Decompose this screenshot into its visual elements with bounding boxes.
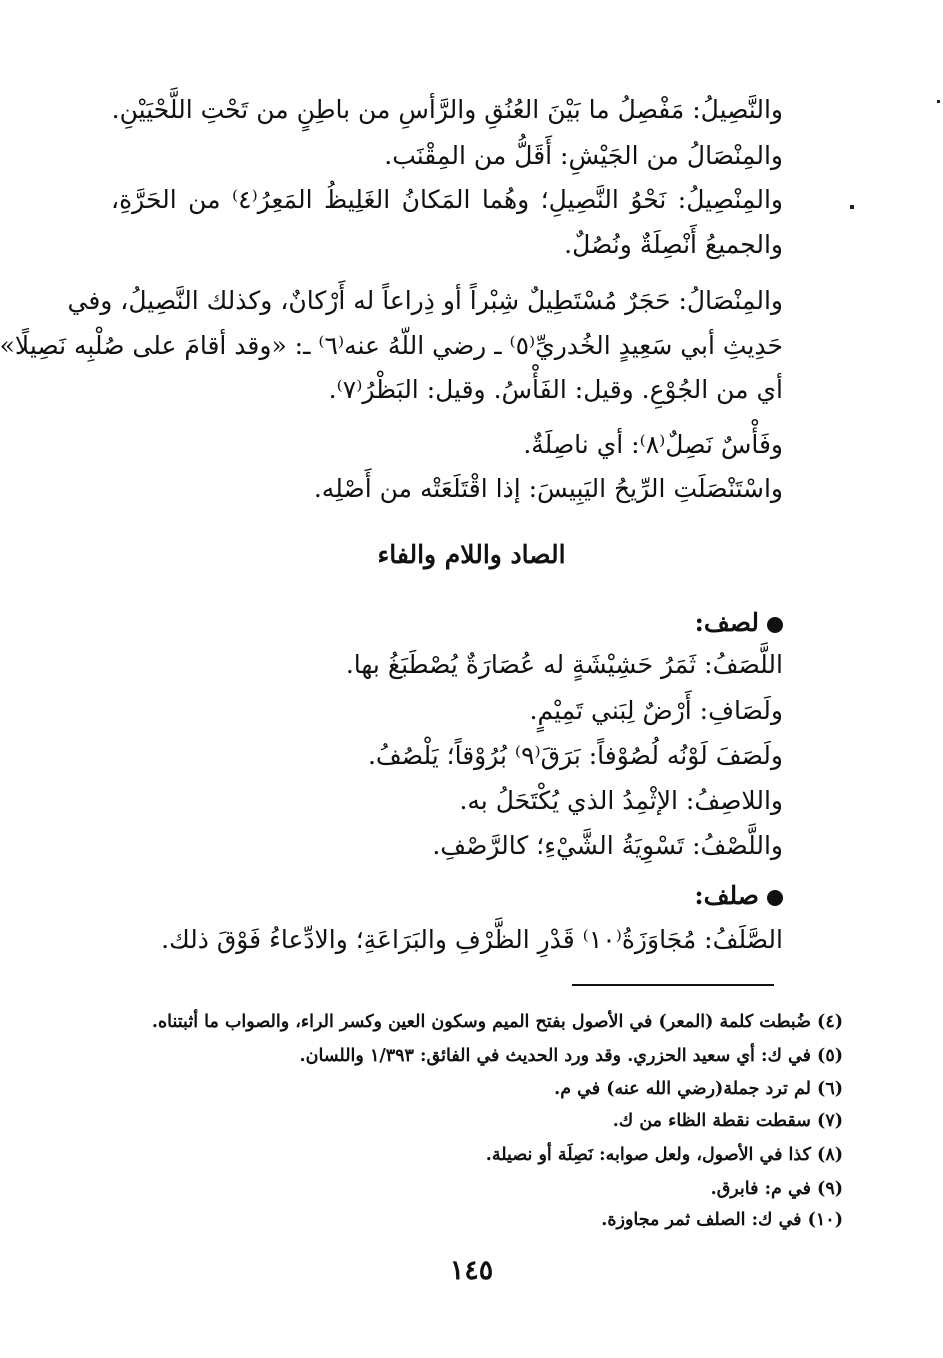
footnote-separator bbox=[572, 984, 774, 986]
entry-line: واللَّصْفُ: تَسْوِيَةُ الشَّيْءِ؛ كالرَّصْفِ. bbox=[432, 831, 783, 860]
footnote-4: (٤) ضُبطت كلمة (المعر) في الأصول بفتح الميم وسكون العين وكسر الراء، والصواب ما أثبتناه. bbox=[151, 1012, 843, 1032]
body-line-8: وفَأْسٌ نَصِلٌ⁽٨⁾: أي ناصِلَةٌ. bbox=[523, 430, 783, 459]
body-line-5: والمِنْصَالُ: حَجَرٌ مُسْتَطِيلٌ شِبْراً أو ذِراعاً له أَرْكانٌ، وكذلك النَّصِيلُ، وفي bbox=[67, 286, 783, 315]
section-heading: الصاد واللام والفاء bbox=[377, 540, 566, 569]
page-number: ١٤٥ bbox=[449, 1255, 494, 1286]
entry-line: ولَصَافِ: أَرْضٌ لِبَني تَمِيْمٍ. bbox=[529, 696, 783, 725]
footnote-7: (٧) سقطت نقطة الظاء من ك. bbox=[612, 1111, 843, 1131]
body-line-3: والمِنْصِيلُ: نَحْوُ النَّصِيلِ؛ وهُما المَكانُ الغَلِيظُ المَعِرُ⁽٤⁾ من الحَرَّةِ، bbox=[111, 185, 783, 214]
footnote-9: (٩) في م: فابرق. bbox=[710, 1179, 843, 1199]
entry-line: اللَّصَفُ: ثَمَرُ حَشِيْشَةٍ له عُصَارَةٌ يُصْطَبَغُ بها. bbox=[345, 650, 783, 679]
entry-heading-slf bbox=[694, 876, 783, 916]
entry-heading-label: لصف: bbox=[694, 608, 759, 637]
entry-line: ولَصَفَ لَوْنُه لُصُوْفاً: بَرَقَ⁽٩⁾ بُرُوْقاً؛ يَلْصُفُ. bbox=[367, 741, 783, 770]
entry-heading-lsf bbox=[695, 603, 783, 643]
footnote-10: (١٠) في ك: الصلف ثمر مجاوزة. bbox=[601, 1210, 843, 1230]
body-line-4: والجميعُ أَنْصِلَةٌ ونُصُلٌ. bbox=[564, 230, 783, 259]
bullet-icon bbox=[767, 890, 783, 906]
body-line-2: والمِنْصَالُ من الجَيْشِ: أَقَلُّ من المِقْنَب. bbox=[384, 141, 783, 170]
scan-speck bbox=[937, 100, 940, 103]
entry-heading-label: صلف: bbox=[694, 881, 759, 910]
body-line-9: واسْتَنْصَلَتِ الرِّيحُ اليَبِيسَ: إذا اقْتَلَعَتْه من أَصْلِه. bbox=[313, 474, 783, 503]
footnote-5: (٥) في ك: أي سعيد الحزري. وقد ورد الحديث في الفائق: ١/٣٩٣ واللسان. bbox=[299, 1046, 843, 1066]
footnote-8: (٨) كذا في الأصول، ولعل صوابه: نَصِلَة أو نصيلة. bbox=[485, 1145, 843, 1165]
bullet-icon bbox=[767, 617, 783, 633]
entry-line: الصَّلَفُ: مُجَاوَزَةُ⁽١٠⁾ قَدْرِ الظَّرْفِ والبَرَاعَةِ؛ والادِّعاءُ فَوْقَ ذلك. bbox=[161, 925, 783, 954]
body-line-6: حَدِيثِ أبي سَعِيدٍ الخُدريِّ⁽٥⁾ ـ رضي اللّهُ عنه⁽٦⁾ ـ: «وقد أقامَ على صُلْبِه نَصِيلًا» bbox=[0, 331, 783, 360]
footnote-6: (٦) لم ترد جملة(رضي الله عنه) في م. bbox=[554, 1079, 843, 1099]
body-line-7: أي من الجُوْعِ. وقيل: الفَأْسُ. وقيل: البَظْرُ⁽٧⁾. bbox=[328, 375, 783, 404]
entry-line: واللاصِفُ: الإثْمِدُ الذي يُكْتَحَلُ به. bbox=[459, 786, 783, 815]
scan-speck bbox=[850, 205, 854, 209]
body-line-1: والنَّصِيلُ: مَفْصِلُ ما بَيْنَ العُنُقِ والرَّأسِ من باطِنٍ من تَحْتِ اللَّحْيَيْنِ. bbox=[111, 95, 783, 124]
